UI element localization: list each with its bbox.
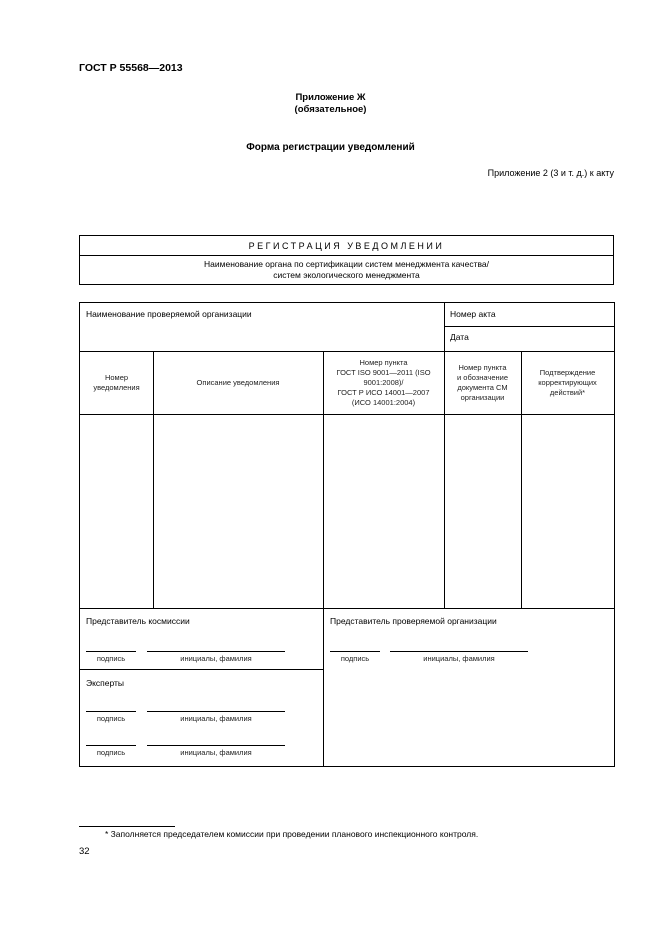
date-label: Дата — [450, 332, 469, 342]
document-code: ГОСТ Р 55568—2013 — [79, 62, 183, 74]
name-caption: инициалы, фамилия — [180, 654, 252, 663]
page-number: 32 — [79, 846, 90, 857]
signature-caption: подпись — [96, 748, 126, 757]
act-number-label: Номер акта — [450, 309, 496, 319]
name-line — [147, 651, 285, 652]
certification-body-line1: Наименование органа по сертификации систем менеджмента качества/ — [204, 259, 489, 269]
annex-label: Приложение Ж — [295, 92, 366, 103]
name-line — [390, 651, 528, 652]
annex-status: (обязательное) — [294, 104, 367, 115]
footnote: * Заполняется председателем комиссии при проведении планового инспекционного контроля. — [105, 829, 479, 839]
registration-title: РЕГИСТРАЦИЯ УВЕДОМЛЕНИИ — [80, 236, 614, 256]
org-name-label: Наименование проверяемой организации — [86, 309, 252, 319]
signature-line — [86, 745, 136, 746]
registration-table — [79, 235, 614, 285]
annex-heading — [0, 92, 661, 116]
signature-line — [86, 711, 136, 712]
col-header-corrective-actions: Подтверждение корректирующих действий* — [538, 367, 597, 397]
certification-body-line2: систем экологического менеджмента — [273, 270, 420, 280]
org-rep-label: Представитель проверяемой организации — [330, 616, 497, 626]
name-caption: инициалы, фамилия — [180, 714, 252, 723]
name-caption: инициалы, фамилия — [180, 748, 252, 757]
signature-caption: подпись — [340, 654, 370, 663]
name-line — [147, 711, 285, 712]
col-header-standard-clause: Номер пункта ГОСТ ISO 9001—2011 (ISO 9001:2008)/ ГОСТ Р ИСО 14001—2007 (ИСО 14001:2004) — [336, 357, 431, 407]
notification-table — [79, 302, 615, 767]
certification-body-cell — [80, 256, 614, 285]
form-title: Форма регистрации уведомлений — [246, 142, 415, 153]
commission-rep-label: Представитель космиссии — [86, 616, 190, 626]
signature-line — [86, 651, 136, 652]
signature-line — [330, 651, 380, 652]
name-caption: инициалы, фамилия — [423, 654, 495, 663]
col-header-number: Номер уведомления — [93, 372, 140, 392]
experts-label: Эксперты — [86, 678, 125, 688]
col-header-description: Описание уведомления — [196, 377, 280, 387]
signature-caption: подпись — [96, 654, 126, 663]
col-header-document-clause: Номер пункта и обозначение документа СМ организации — [457, 362, 508, 402]
signature-caption: подпись — [96, 714, 126, 723]
name-line — [147, 745, 285, 746]
footnote-separator — [79, 826, 175, 827]
attachment-note: Приложение 2 (3 и т. д.) к акту — [487, 168, 614, 178]
